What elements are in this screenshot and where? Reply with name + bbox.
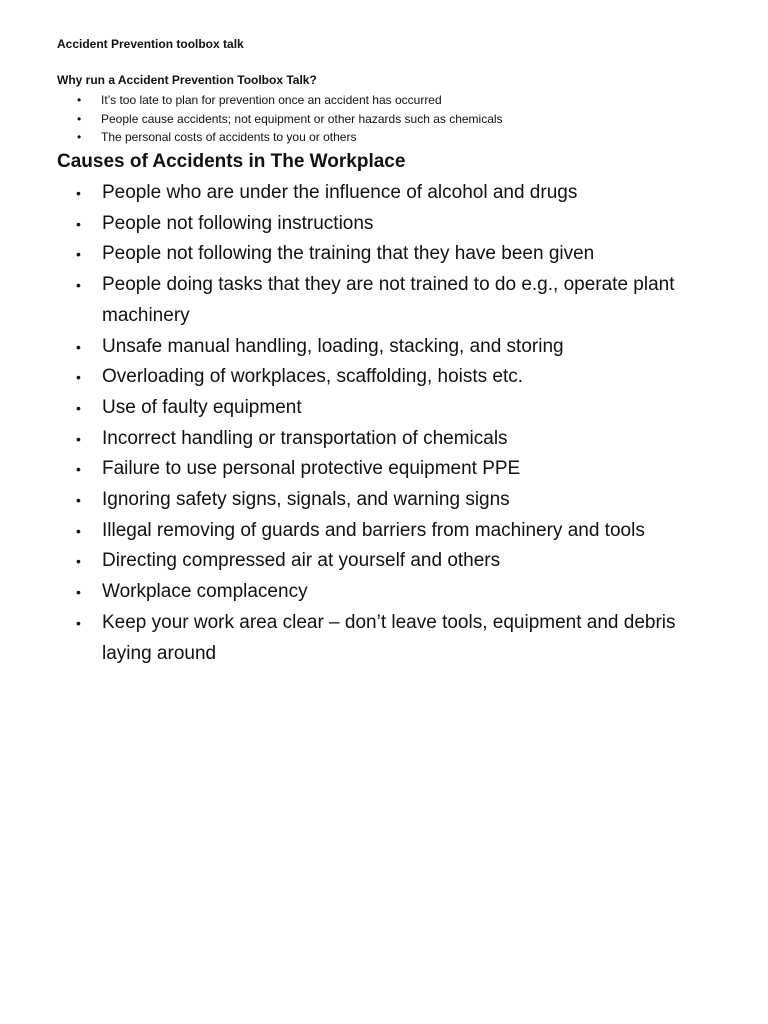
bullet-icon: • [76,369,81,386]
list-item-text: Unsafe manual handling, loading, stacking, and storing [102,335,564,357]
list-item-text: People doing tasks that they are not trained to do e.g., operate plant machinery [102,274,675,326]
list-item-text: People not following the training that they have been given [102,243,595,265]
list-item [57,270,717,331]
causes-heading: Causes of Accidents in The Workplace [57,151,406,172]
bullet-icon: • [76,277,81,294]
why-list [57,91,737,147]
list-item [57,608,717,669]
list-item-text: Directing compressed air at yourself and others [102,550,501,572]
causes-list [57,178,717,669]
bullet-icon: • [76,492,81,509]
bullet-icon: • [76,185,81,201]
list-item [57,332,717,363]
list-item-text: Incorrect handling or transportation of chemicals [102,427,508,449]
bullet-icon: • [76,215,81,232]
bullet-icon: • [77,93,82,107]
bullet-icon: • [76,522,81,539]
list-item-text: Use of faulty equipment [102,396,302,418]
list-item-text: The personal costs of accidents to you or others [101,130,357,144]
bullet-icon: • [76,246,81,263]
bullet-icon: • [77,130,82,144]
list-item-text: Workplace complacency [102,581,308,603]
list-item [57,516,717,547]
list-item-text: Overloading of workplaces, scaffolding, hoists etc. [102,366,524,388]
list-item [57,485,717,516]
bullet-icon: • [76,399,81,416]
list-item-text: People who are under the influence of alcohol and drugs [102,182,578,203]
bullet-icon: • [76,430,81,447]
list-item [57,454,717,485]
list-item [57,424,717,455]
list-item [57,393,717,424]
list-item-text: Keep your work area clear – don’t leave tools, equipment and debris laying around [102,611,676,664]
bullet-icon: • [76,338,81,355]
bullet-icon: • [76,553,81,570]
list-item [57,239,717,270]
document-title: Accident Prevention toolbox talk [57,37,244,51]
list-item [57,91,737,110]
list-item-text: Ignoring safety signs, signals, and warning signs [102,489,510,511]
list-item [57,577,717,608]
list-item [57,178,717,209]
list-item-text: People not following instructions [102,212,374,234]
list-item-text: It’s too late to plan for prevention once an accident has occurred [101,93,442,107]
list-item [57,110,737,129]
bullet-icon: • [76,461,81,478]
list-item [57,128,737,147]
list-item [57,362,717,393]
why-heading: Why run a Accident Prevention Toolbox Talk? [57,73,317,87]
list-item-text: People cause accidents; not equipment or other hazards such as chemicals [101,111,503,126]
list-item-text: Failure to use personal protective equipment PPE [102,458,521,480]
list-item [57,209,717,240]
bullet-icon: • [76,614,81,631]
bullet-icon: • [76,584,81,601]
bullet-icon: • [77,111,82,126]
list-item-text: Illegal removing of guards and barriers from machinery and tools [102,519,645,541]
list-item [57,546,717,577]
